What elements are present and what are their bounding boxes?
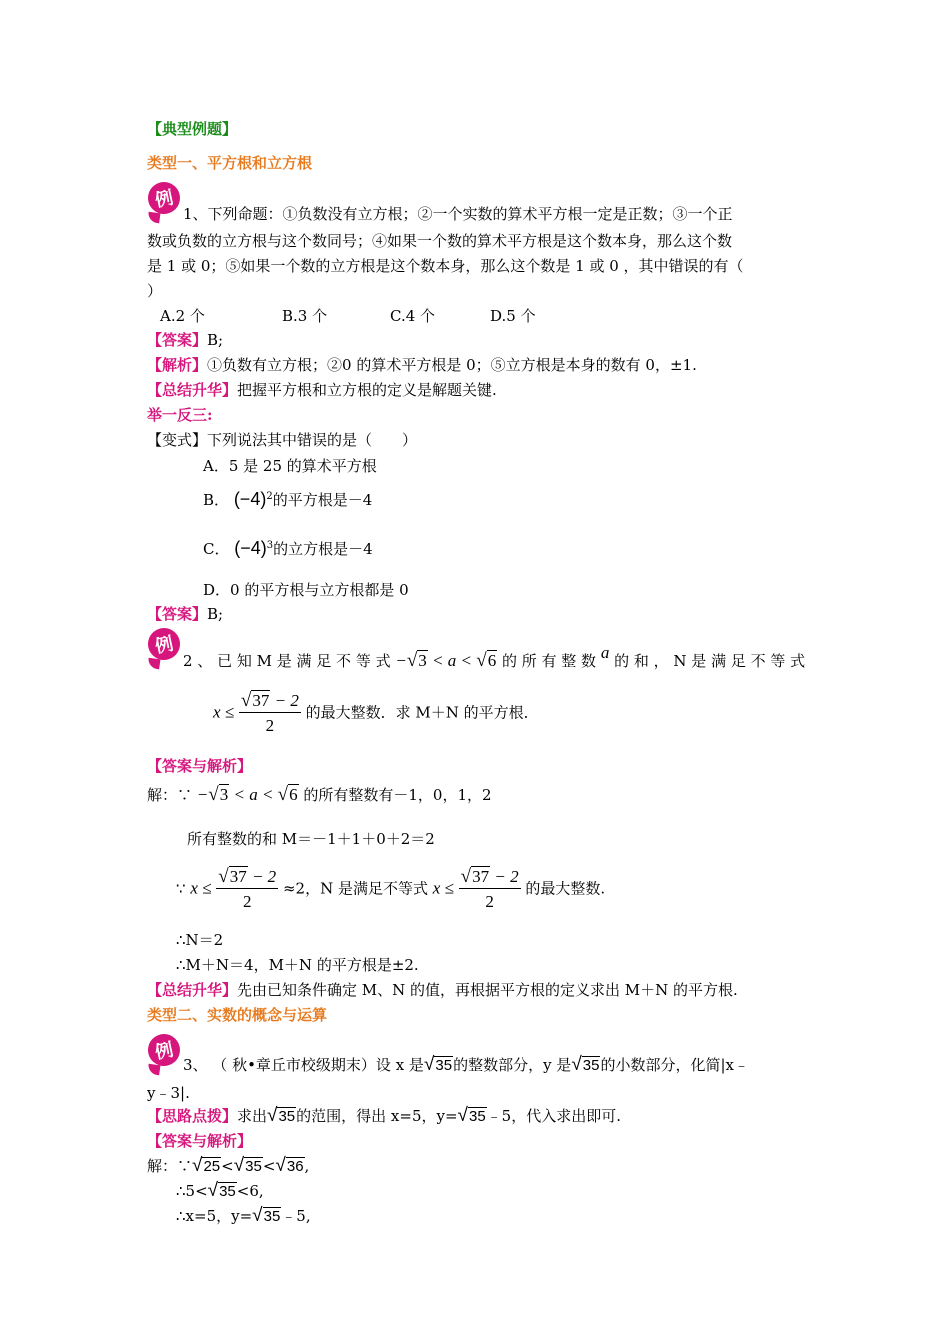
- minus-sign: −: [196, 785, 209, 804]
- ex3-text1: 3、 （ 秋•章丘市校级期末）设 x 是: [183, 1056, 424, 1074]
- solution-inequality: −√3 < a < √6: [196, 784, 298, 805]
- radicand-35: 35: [278, 1108, 296, 1125]
- sqrt-35: √35: [457, 1105, 486, 1126]
- variant-option-a: A．5 是 25 的算术平方根: [203, 457, 377, 475]
- minus-two: − 2: [490, 867, 519, 886]
- ex2-therefore-2: ∴M＋N＝4，M＋N 的平方根是±2.: [176, 956, 419, 974]
- ex2-solution-line3: [176, 866, 605, 913]
- example-badge-2: 例: [145, 625, 183, 663]
- answer-value: B;: [207, 331, 224, 349]
- lt-a-lt: < a <: [427, 651, 477, 670]
- sqrt-3: √3: [406, 650, 427, 671]
- option-c-letter: C．: [203, 540, 230, 558]
- solution-prefix: 解：∵: [147, 1157, 193, 1175]
- option-b-letter: B．: [203, 491, 230, 509]
- ex2-therefore-1: ∴N＝2: [176, 931, 224, 949]
- denominator: 2: [242, 892, 252, 911]
- answer-label: 【答案与解析】: [147, 757, 253, 775]
- lt-sign: <: [221, 1157, 234, 1175]
- ex3-solution-line2: [176, 1181, 264, 1202]
- type2-title: 类型二、实数的概念与运算: [147, 1006, 328, 1024]
- hint-text3: ﹣5，代入求出即可.: [486, 1107, 621, 1125]
- minus-sign: −: [395, 651, 407, 670]
- solution-line1-tail: 的所有整数有－1，0，1，2: [303, 786, 492, 804]
- fraction-sqrt37: $\frac{√37 - 2}{2}$: [218, 866, 277, 911]
- analysis-label: 【解析】: [147, 356, 208, 374]
- option-b-text: 的平方根是－4: [272, 491, 373, 509]
- radicand-35: 35: [435, 1057, 453, 1074]
- ex1-line1: 1、下列命题：①负数没有立方根；②一个实数的算术平方根一定是正数；③一个正: [183, 205, 733, 223]
- x-le: x ≤: [190, 878, 212, 898]
- analysis-text: ①负数有立方根；②0 的算术平方根是 0；⑤立方根是本身的数有 0，±1.: [207, 356, 697, 374]
- type1-title: 类型一、平方根和立方根: [147, 154, 313, 172]
- ex3-text2: 的整数部分，y 是: [453, 1056, 572, 1074]
- ex1-line3: 是 1 或 0；⑤如果一个数的立方根是这个数本身，那么这个数是 1 或 0 ，其中错误的有（: [147, 257, 744, 275]
- radicand-6: 6: [289, 785, 298, 804]
- solution3-prefix: ∴x=5，y=: [176, 1207, 253, 1225]
- summary-text: 把握平方根和立方根的定义是解题关键.: [237, 381, 497, 399]
- answer-value: B;: [207, 605, 224, 623]
- minus-two: − 2: [247, 867, 277, 886]
- ex2-solution-line1: [147, 785, 492, 805]
- sqrt-35: √35: [252, 1205, 281, 1226]
- ex1-analysis: [147, 355, 697, 375]
- jufan-label: 举一反三:: [147, 406, 213, 424]
- radicand-36: 36: [286, 1158, 304, 1175]
- solution-prefix: 解：∵: [147, 786, 193, 804]
- ex3-line1: [183, 1055, 749, 1076]
- ex1-option-b: B.3 个: [282, 307, 328, 325]
- ex2-solution-line2: 所有整数的和 M＝－1＋1＋0＋2＝2: [187, 830, 435, 848]
- ex1-summary: [147, 380, 497, 400]
- max-int-text: 的最大整数.: [525, 879, 606, 898]
- hint-text2: 的范围，得出 x=5，y=: [296, 1107, 458, 1125]
- hint-label: 【思路点拨】: [147, 1107, 238, 1125]
- variant-option-c: [203, 536, 373, 559]
- ex2-inequality: [395, 651, 497, 670]
- option-c-text: 的立方根是－4: [273, 540, 373, 558]
- variant-question: 【变式】下列说法其中错误的是（ ）: [147, 431, 418, 449]
- example-badge-3: 例: [145, 1031, 183, 1069]
- radicand-37: 37: [252, 691, 270, 710]
- ex2-line1: [183, 643, 806, 671]
- radicand-25: 25: [203, 1158, 221, 1175]
- variable-a: a: [600, 643, 610, 662]
- x-le: x ≤: [432, 878, 454, 898]
- summary-label: 【总结升华】: [147, 381, 238, 399]
- comma: ,: [304, 1157, 310, 1175]
- ex2-line2: [213, 690, 539, 737]
- ex1-option-c: C.4 个: [390, 307, 436, 325]
- hint-text1: 求出: [237, 1107, 268, 1125]
- ex3-hint: [147, 1106, 621, 1127]
- radicand-35: 35: [582, 1057, 600, 1074]
- radicand-35: 35: [468, 1108, 486, 1125]
- denominator: 2: [485, 892, 494, 911]
- sqrt-35: √35: [423, 1054, 453, 1075]
- variant-answer: [147, 604, 223, 624]
- sqrt-35: √35: [233, 1155, 262, 1176]
- ex3-line2: y﹣3|.: [147, 1084, 190, 1102]
- section-heading: 【典型例题】: [147, 120, 238, 138]
- radicand-35: 35: [219, 1183, 236, 1200]
- variant-option-b: [203, 487, 372, 510]
- lt-sign: <: [262, 1157, 276, 1175]
- ex1-line4: ）: [147, 282, 163, 300]
- fraction-sqrt37-2: $\frac{√37 - 2}{2}$: [460, 866, 519, 911]
- radicand-6: 6: [487, 651, 497, 670]
- denominator: 2: [265, 716, 275, 735]
- approx-text: ≈2，N 是满足不等式: [282, 879, 428, 898]
- x-le: x ≤: [213, 702, 235, 722]
- summary-text: 先由已知条件确定 M、N 的值，再根据平方根的定义求出 M＋N 的平方根.: [237, 981, 738, 999]
- ex2-answer-label: [147, 756, 252, 776]
- sqrt-6: √6: [476, 650, 497, 671]
- sqrt-25: √25: [192, 1155, 221, 1176]
- ex3-text3: 的小数部分，化简|x﹣: [600, 1056, 749, 1074]
- radicand-35: 35: [263, 1208, 281, 1225]
- lt-a-lt: < a <: [229, 785, 278, 804]
- radicand-3: 3: [418, 651, 427, 670]
- ex2-text4: 的最大整数．求 M＋N 的平方根．: [305, 703, 539, 722]
- radicand-35: 35: [245, 1158, 262, 1175]
- option-b-exponent: 2: [266, 491, 273, 502]
- radicand-3: 3: [219, 785, 229, 804]
- ex3-solution-line1: [147, 1156, 309, 1177]
- option-b-expression: (−4): [233, 489, 267, 509]
- example-badge-1: 例: [145, 179, 183, 217]
- sqrt-35: √35: [571, 1054, 600, 1075]
- variant-option-d: D．0 的平方根与立方根都是 0: [203, 581, 409, 599]
- solution3-suffix: ﹣5,: [281, 1207, 311, 1225]
- ex1-answer: [147, 330, 223, 350]
- option-c-expression: (−4): [234, 538, 267, 558]
- sqrt-35: √35: [267, 1105, 296, 1126]
- answer-label: 【答案】: [147, 605, 208, 623]
- ex3-answer-label: [147, 1131, 252, 1151]
- ex2-text2: 的 所 有 整 数: [501, 652, 597, 670]
- solution2-suffix: <6,: [236, 1182, 264, 1200]
- ex2-summary: [147, 980, 738, 1000]
- sqrt-36: √36: [275, 1155, 304, 1176]
- ex3-solution-line3: [176, 1206, 311, 1227]
- answer-label: 【答案】: [147, 331, 208, 349]
- solution2-prefix: ∴5<: [176, 1182, 208, 1200]
- radicand-37: 37: [472, 867, 490, 886]
- fraction-sqrt37: $\frac{√37 - 2}{2}$: [240, 690, 299, 735]
- summary-label: 【总结升华】: [147, 981, 238, 999]
- sqrt-35: √35: [207, 1180, 236, 1201]
- ex1-line2: 数或负数的立方根与这个数同号；④如果一个数的算术平方根是这个数本身，那么这个数: [147, 232, 733, 250]
- ex2-text1: 2 、 已 知 M 是 满 足 不 等 式: [183, 652, 391, 670]
- radicand-37: 37: [229, 867, 247, 886]
- ex1-option-d: D.5 个: [490, 307, 536, 325]
- because-symbol: ∵: [176, 879, 186, 898]
- option-c-exponent: 3: [266, 540, 274, 551]
- minus-two: − 2: [270, 691, 299, 710]
- answer-label: 【答案与解析】: [147, 1132, 253, 1150]
- ex2-text3: 的 和 ， N 是 满 足 不 等 式: [614, 652, 806, 670]
- ex1-option-a: A.2 个: [160, 307, 205, 325]
